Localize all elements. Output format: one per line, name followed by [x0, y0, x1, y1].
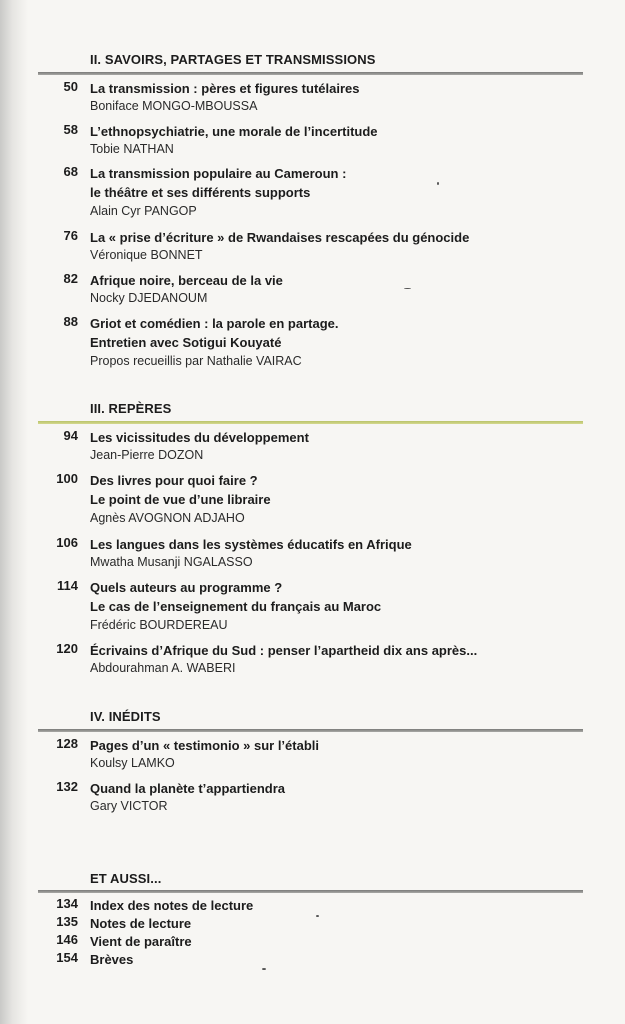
page-gutter-shadow — [0, 0, 28, 1024]
page-number: 82 — [63, 271, 78, 286]
section-rule — [38, 421, 583, 424]
page-number: 146 — [56, 932, 78, 947]
paper-speck — [262, 968, 266, 970]
toc-entry[interactable] — [0, 950, 625, 969]
entry-author: Agnès AVOGNON ADJAHO — [90, 511, 245, 525]
section-title: IV. INÉDITS — [90, 709, 161, 724]
entry-title: Notes de lecture — [90, 916, 192, 931]
page-number: 50 — [63, 79, 78, 94]
page-number: 88 — [63, 314, 78, 329]
entry-title: Afrique noire, berceau de la vie — [90, 273, 283, 288]
entry-title: Index des notes de lecture — [90, 898, 254, 913]
paper-speck — [316, 915, 319, 917]
entry-title: Quand la planète t’appartiendra — [90, 781, 286, 796]
entry-author: Véronique BONNET — [90, 248, 203, 262]
page-number: 154 — [56, 950, 78, 965]
toc-entry[interactable] — [0, 896, 625, 915]
section-title: III. REPÈRES — [90, 401, 172, 416]
entry-title: Des livres pour quoi faire ? Le point de vue d’une libraire — [90, 473, 271, 507]
section-title: II. SAVOIRS, PARTAGES ET TRANSMISSIONS — [90, 52, 376, 67]
page-number: 76 — [63, 228, 78, 243]
section-title: ET AUSSI... — [90, 871, 162, 886]
page-number: 120 — [56, 641, 78, 656]
entry-title: Brèves — [90, 952, 134, 967]
page-number: 114 — [57, 578, 78, 593]
toc-entry[interactable] — [0, 932, 625, 951]
page-number: 135 — [56, 914, 78, 929]
entry-title: Écrivains d’Afrique du Sud : penser l’apartheid dix ans après... — [90, 643, 478, 658]
page-number: 106 — [56, 535, 78, 550]
entry-author: Propos recueillis par Nathalie VAIRAC — [90, 354, 302, 368]
toc-entry[interactable] — [0, 914, 625, 933]
entry-title: Les langues dans les systèmes éducatifs en Afrique — [90, 537, 412, 552]
page-number: 58 — [63, 122, 78, 137]
entry-title: Vient de paraître — [90, 934, 192, 949]
entry-title: La transmission populaire au Cameroun : le théâtre et ses différents supports — [90, 166, 347, 200]
entry-title: Quels auteurs au programme ? Le cas de l’enseignement du français au Maroc — [90, 580, 382, 614]
entry-title: Pages d’un « testimonio » sur l’établi — [90, 738, 319, 753]
paper-speck — [437, 182, 439, 185]
entry-author: Abdourahman A. WABERI — [90, 661, 236, 675]
page-number: 94 — [63, 428, 78, 443]
entry-title: Les vicissitudes du développement — [90, 430, 309, 445]
page-number: 68 — [63, 164, 78, 179]
entry-author: Tobie NATHAN — [90, 142, 174, 156]
section-rule — [38, 72, 583, 75]
entry-author: Nocky DJEDANOUM — [90, 291, 208, 305]
entry-author: Boniface MONGO-MBOUSSA — [90, 99, 258, 113]
page-number: 134 — [56, 896, 78, 911]
paper-speck — [404, 288, 411, 289]
section-rule — [38, 890, 583, 893]
entry-author: Frédéric BOURDEREAU — [90, 618, 228, 632]
entry-author: Alain Cyr PANGOP — [90, 204, 197, 218]
entry-author: Koulsy LAMKO — [90, 756, 175, 770]
entry-title: Griot et comédien : la parole en partage. Entretien avec Sotigui Kouyaté — [90, 316, 339, 350]
page-number: 132 — [56, 779, 78, 794]
entry-author: Gary VICTOR — [90, 799, 168, 813]
entry-author: Jean-Pierre DOZON — [90, 448, 204, 462]
entry-title: L’ethnopsychiatrie, une morale de l’incertitude — [90, 124, 378, 139]
section-rule — [38, 729, 583, 732]
page-number: 128 — [56, 736, 78, 751]
entry-title: La transmission : pères et figures tutélaires — [90, 81, 360, 96]
entry-author: Mwatha Musanji NGALASSO — [90, 555, 253, 569]
page-number: 100 — [56, 471, 78, 486]
entry-title: La « prise d’écriture » de Rwandaises rescapées du génocide — [90, 230, 470, 245]
